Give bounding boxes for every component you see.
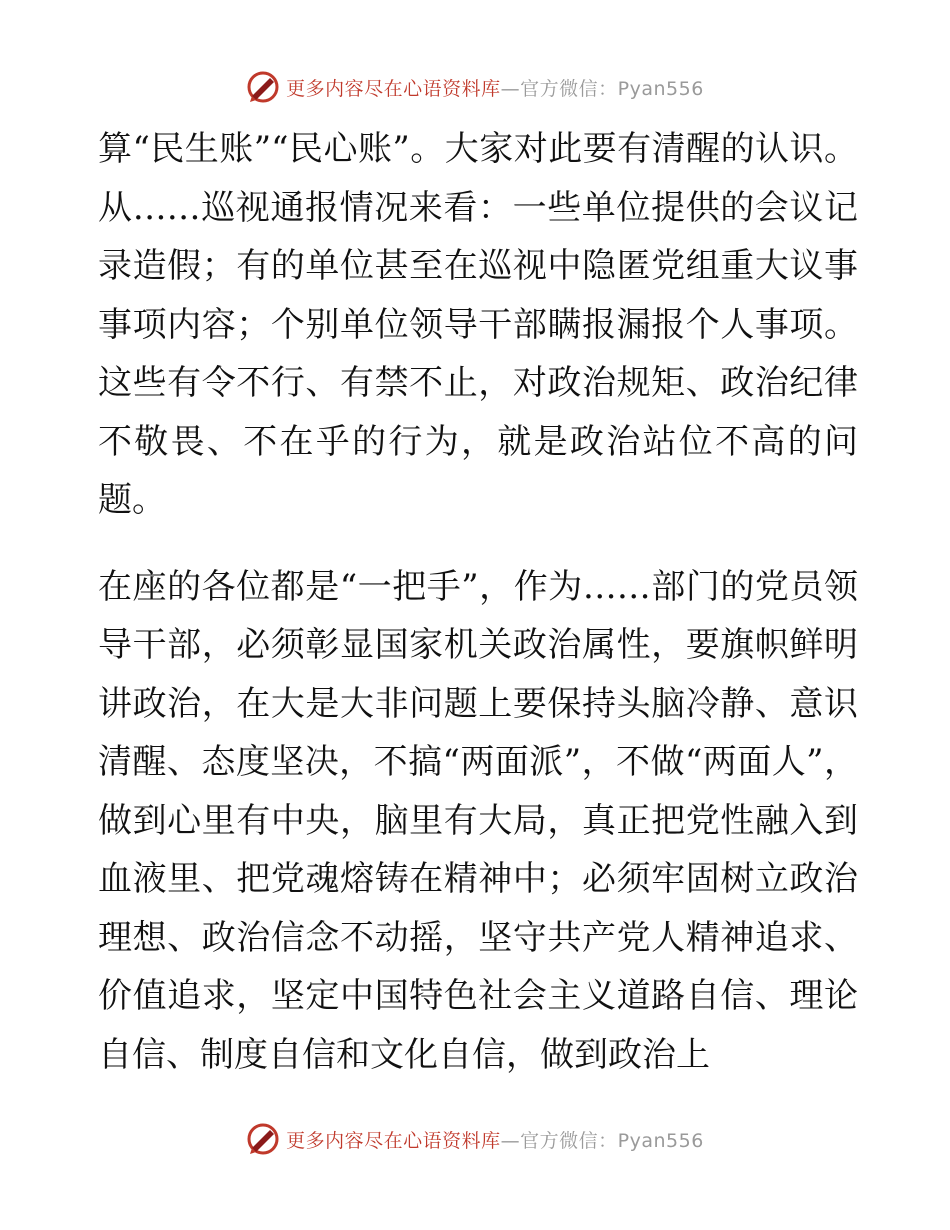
header-watermark bbox=[0, 70, 950, 104]
paragraph-1: 算“民生账”“民心账”。大家对此要有清醒的认识。从……巡视通报情况来看：一些单位提供的会议记录造假；有的单位甚至在巡视中隐匿党组重大议事事项内容；个别单位领导干部瞒报漏报个人事项。这些有令不行、有禁不止，对政治规矩、政治纪律不敬畏、不在乎的行为，就是政治站位不高的问题。 bbox=[98, 129, 858, 520]
pen-logo-icon bbox=[246, 70, 280, 104]
watermark-text: 更多内容尽在心语资料库—官方微信：Pyan556 bbox=[286, 77, 704, 100]
watermark-text: 更多内容尽在心语资料库—官方微信：Pyan556 bbox=[286, 1129, 704, 1152]
pen-logo-icon bbox=[246, 1122, 280, 1156]
document-body bbox=[98, 120, 858, 1084]
paragraph-2: 在座的各位都是“一把手”，作为……部门的党员领导干部，必须彰显国家机关政治属性，要旗帜鲜明讲政治，在大是大非问题上要保持头脑冷静、意识清醒、态度坚决，不搞“两面派”，不做“两面人”，做到心里有中央，脑里有大局，真正把党性融入到血液里、把党魂熔铸在精神中；必须牢固树立政治理想、政治信念不动摇，坚守共产党人精神追求、价值追求，坚定中国特色社会主义道路自信、理论自信、制度自信和文化自信，做到政治上 bbox=[98, 566, 858, 1075]
footer-watermark bbox=[0, 1122, 950, 1156]
